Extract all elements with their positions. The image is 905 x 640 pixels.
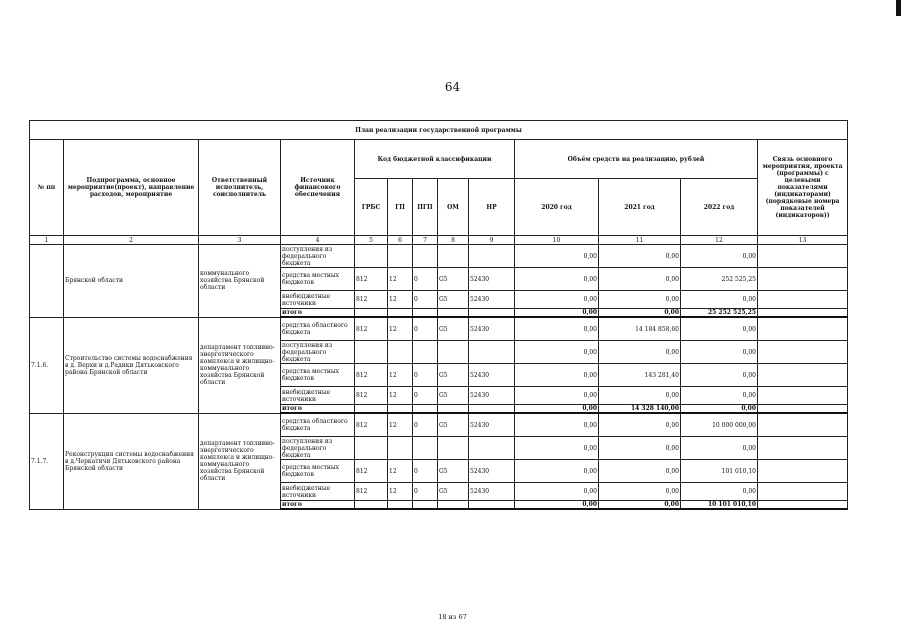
header-2020: 2020 год [515,179,599,236]
amount-2020: 0,00 [515,387,599,405]
amount-2021: 143 281,40 [599,364,681,387]
code-grbs [355,437,388,460]
column-number: 6 [388,236,413,245]
indicator-link [758,268,848,291]
code-grbs: 812 [355,291,388,309]
code-pgp: 0 [413,460,438,483]
amount-2022: 101 010,10 [681,460,758,483]
column-number: 1 [30,236,64,245]
code-pgp: 0 [413,291,438,309]
code-gp [388,245,413,268]
code-grbs: 812 [355,460,388,483]
amount-2020: 0,00 [515,245,599,268]
funding-source: поступления из федерального бюджета [281,341,355,364]
code-grbs: 812 [355,483,388,501]
amount-2020: 0,00 [515,309,599,318]
header-volume: Объём средств на реализацию, рублей [515,140,758,179]
column-number: 11 [599,236,681,245]
funding-source: средства местных бюджетов [281,268,355,291]
page-footer: 18 из 67 [438,613,467,621]
code-gp: 12 [388,317,413,341]
header-link: Связь основного мероприятия, проекта (программы) с целевыми показателями (индикаторами) (порядковые номера показателей (индикаторов)) [758,140,848,236]
amount-2021: 14 184 858,60 [599,317,681,341]
code-np [469,341,515,364]
code-pgp: 0 [413,483,438,501]
code-np: 52430 [469,483,515,501]
amount-2020: 0,00 [515,268,599,291]
indicator-link [758,437,848,460]
code-gp [388,405,413,414]
amount-2021: 0,00 [599,413,681,437]
amount-2022: 0,00 [681,341,758,364]
amount-2020: 0,00 [515,460,599,483]
code-om: G5 [438,483,469,501]
amount-2021: 0,00 [599,245,681,268]
code-gp: 12 [388,387,413,405]
column-number: 10 [515,236,599,245]
header-2021: 2021 год [599,179,681,236]
indicator-link [758,405,848,414]
table-caption: План реализации государственной программы [30,121,848,140]
indicator-link [758,483,848,501]
code-grbs: 812 [355,387,388,405]
code-gp: 12 [388,268,413,291]
code-om [438,437,469,460]
header-name: Подпрограмма, основное мероприятие(проект), направление расходов, мероприятие [64,140,199,236]
header-grbs: ГРБС [355,179,388,236]
code-gp: 12 [388,483,413,501]
code-om: G5 [438,317,469,341]
funding-source: средства местных бюджетов [281,460,355,483]
code-gp [388,501,413,510]
code-np: 52430 [469,460,515,483]
item-name: Брянской области [64,245,199,318]
scan-artifact [896,0,901,16]
amount-2021: 0,00 [599,268,681,291]
code-grbs [355,341,388,364]
funding-source: средства областного бюджета [281,317,355,341]
amount-2022: 25 252 525,25 [681,309,758,318]
code-np [469,437,515,460]
column-number: 12 [681,236,758,245]
header-responsible: Ответственный исполнитель, соисполнитель [199,140,281,236]
item-name: Строительство системы водоснабжения в д. Верхи и д.Радики Дятьковского района Брянской области [64,317,199,413]
code-om [438,309,469,318]
amount-2022: 0,00 [681,291,758,309]
indicator-link [758,317,848,341]
code-om [438,341,469,364]
code-grbs [355,245,388,268]
amount-2020: 0,00 [515,483,599,501]
code-om: G5 [438,413,469,437]
column-number: 3 [199,236,281,245]
funding-source: средства областного бюджета [281,413,355,437]
code-np: 52430 [469,387,515,405]
funding-source: итого [281,501,355,510]
code-pgp: 0 [413,317,438,341]
code-grbs: 812 [355,268,388,291]
code-np: 52430 [469,413,515,437]
code-np [469,405,515,414]
header-kbk: Код бюджетной классификации [355,140,515,179]
code-np [469,245,515,268]
code-np: 52430 [469,364,515,387]
indicator-link [758,245,848,268]
amount-2021: 0,00 [599,309,681,318]
code-grbs [355,501,388,510]
indicator-link [758,341,848,364]
item-responsible: департамент топливно-энергетического комплекса и жилищно-коммунального хозяйства Брянской области [199,317,281,413]
indicator-link [758,413,848,437]
header-2022: 2022 год [681,179,758,236]
amount-2020: 0,00 [515,317,599,341]
page-number: 64 [444,80,461,94]
code-np [469,309,515,318]
funding-source: внебюджетные источники [281,291,355,309]
funding-source: поступления из федерального бюджета [281,245,355,268]
code-pgp: 0 [413,268,438,291]
code-np: 52430 [469,317,515,341]
amount-2020: 0,00 [515,437,599,460]
code-pgp: 0 [413,413,438,437]
code-gp [388,309,413,318]
funding-source: внебюджетные источники [281,483,355,501]
indicator-link [758,460,848,483]
column-number: 8 [438,236,469,245]
funding-row [30,245,848,268]
code-pgp: 0 [413,387,438,405]
header-source: Источник финансового обеспечения [281,140,355,236]
column-number: 13 [758,236,848,245]
indicator-link [758,364,848,387]
code-om: G5 [438,291,469,309]
code-grbs [355,309,388,318]
amount-2021: 0,00 [599,501,681,510]
table-body [30,245,848,510]
code-pgp [413,405,438,414]
code-om: G5 [438,268,469,291]
code-om: G5 [438,364,469,387]
code-pgp: 0 [413,364,438,387]
amount-2022: 0,00 [681,483,758,501]
amount-2022: 0,00 [681,364,758,387]
amount-2022: 10 000 000,00 [681,413,758,437]
funding-source: поступления из федерального бюджета [281,437,355,460]
amount-2022: 10 101 010,10 [681,501,758,510]
amount-2021: 0,00 [599,291,681,309]
item-number [30,245,64,318]
code-gp [388,341,413,364]
column-number: 7 [413,236,438,245]
code-np [469,501,515,510]
code-gp: 12 [388,413,413,437]
code-om [438,501,469,510]
amount-2021: 0,00 [599,387,681,405]
amount-2022: 0,00 [681,405,758,414]
funding-source: итого [281,309,355,318]
column-number: 2 [64,236,199,245]
code-grbs: 812 [355,364,388,387]
amount-2020: 0,00 [515,341,599,364]
item-responsible: коммунального хозяйства Брянской области [199,245,281,318]
amount-2020: 0,00 [515,501,599,510]
code-om [438,405,469,414]
funding-source: средства местных бюджетов [281,364,355,387]
funding-row [30,413,848,437]
amount-2021: 0,00 [599,460,681,483]
indicator-link [758,387,848,405]
code-grbs [355,405,388,414]
funding-row [30,317,848,341]
column-number-row [30,236,848,245]
amount-2021: 0,00 [599,437,681,460]
amount-2020: 0,00 [515,291,599,309]
code-gp: 12 [388,364,413,387]
code-pgp [413,309,438,318]
amount-2021: 14 328 140,00 [599,405,681,414]
item-number: 7.1.6. [30,317,64,413]
funding-source: внебюджетные источники [281,387,355,405]
column-number: 9 [469,236,515,245]
code-pgp [413,245,438,268]
indicator-link [758,291,848,309]
column-number: 4 [281,236,355,245]
code-gp [388,437,413,460]
header-om: ОМ [438,179,469,236]
code-grbs: 812 [355,413,388,437]
program-plan-table [29,120,848,510]
code-np: 52430 [469,291,515,309]
amount-2020: 0,00 [515,405,599,414]
amount-2020: 0,00 [515,364,599,387]
code-pgp [413,501,438,510]
item-responsible: департамент топливно-энергетического комплекса и жилищно-коммунального хозяйства Брянской области [199,413,281,509]
code-gp: 12 [388,291,413,309]
amount-2021: 0,00 [599,483,681,501]
amount-2022: 0,00 [681,387,758,405]
amount-2022: 252 525,25 [681,268,758,291]
code-pgp [413,341,438,364]
item-number: 7.1.7. [30,413,64,509]
funding-source: итого [281,405,355,414]
item-name: Реконструкция системы водоснабжения в д.Черкатичи Дятьковского района Брянской области [64,413,199,509]
code-pgp [413,437,438,460]
amount-2022: 0,00 [681,317,758,341]
indicator-link [758,309,848,318]
code-om: G5 [438,387,469,405]
code-om: G5 [438,460,469,483]
header-pgp: ПГП [413,179,438,236]
code-np: 52430 [469,268,515,291]
column-number: 5 [355,236,388,245]
header-gp: ГП [388,179,413,236]
amount-2021: 0,00 [599,341,681,364]
amount-2022: 0,00 [681,437,758,460]
code-grbs: 812 [355,317,388,341]
amount-2022: 0,00 [681,245,758,268]
amount-2020: 0,00 [515,413,599,437]
header-np: НР [469,179,515,236]
indicator-link [758,501,848,510]
code-gp: 12 [388,460,413,483]
header-no: № пп [30,140,64,236]
code-om [438,245,469,268]
